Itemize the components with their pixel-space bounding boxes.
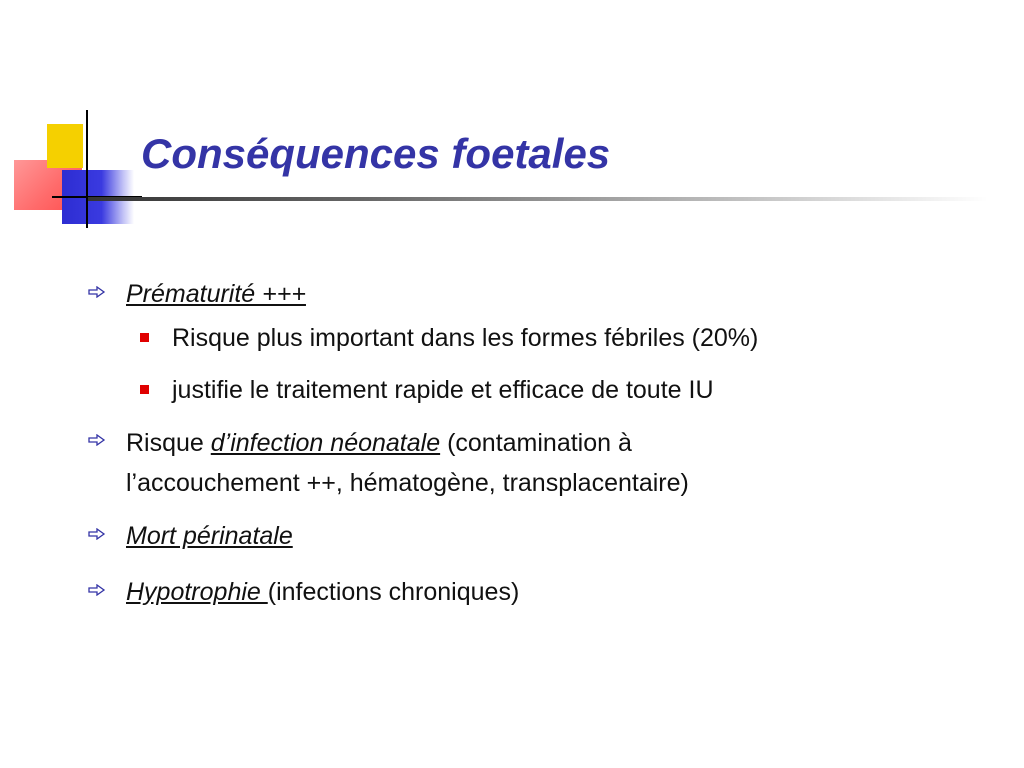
slide-title: Conséquences foetales — [141, 130, 611, 177]
hollow-right-arrow-icon — [88, 434, 106, 446]
logo-yellow-square — [47, 124, 83, 168]
sub-item-text: Risque plus important dans les formes fébriles (20%) — [172, 324, 759, 352]
title-underline — [88, 197, 988, 201]
list-item-mort — [88, 517, 988, 555]
sub-list-item — [88, 319, 988, 357]
item-label: Mort périnatale — [126, 522, 293, 550]
item-prefix: Risque — [126, 429, 211, 457]
red-square-bullet-icon — [140, 385, 149, 394]
red-square-bullet-icon — [140, 333, 149, 342]
sub-item-text: justifie le traitement rapide et efficace de toute IU — [172, 376, 714, 404]
list-item-prematurite — [88, 275, 988, 409]
hollow-right-arrow-icon — [88, 528, 106, 540]
sub-list — [88, 319, 988, 409]
item-rest-line2: l’accouchement ++, hématogène, transplacentaire) — [126, 469, 689, 497]
item-rest: (infections chroniques) — [267, 578, 520, 606]
item-emphasis: d’infection néonatale — [210, 429, 441, 457]
item-emphasis: Hypotrophie — [126, 578, 268, 606]
bullet-list — [88, 275, 988, 611]
item-label: Prématurité +++ — [126, 280, 306, 308]
item-rest: (contamination à — [440, 429, 632, 457]
sub-list-item — [88, 371, 988, 409]
hollow-right-arrow-icon — [88, 584, 106, 596]
hollow-right-arrow-icon — [88, 286, 106, 298]
logo-vertical-line — [86, 110, 88, 228]
list-item-infection — [88, 423, 988, 503]
list-item-hypotrophie — [88, 573, 988, 611]
